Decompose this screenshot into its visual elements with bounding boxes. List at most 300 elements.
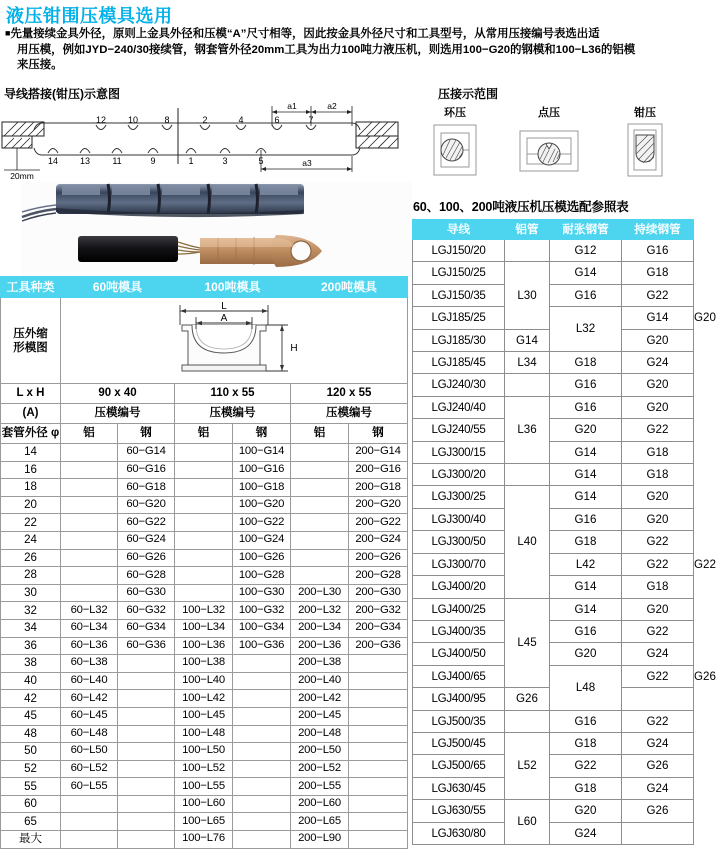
cell-100t-steel: 100−G28 [233,567,291,585]
cell-60t-steel [118,760,175,778]
point-crimp-icon [506,123,592,177]
cell-60t-aluminium [61,813,118,831]
top-mark-4: 4 [238,115,244,125]
bottom-mark-2: 11 [112,156,122,166]
cell-100t-steel [233,813,291,831]
cell-sleeve-diameter: 34 [1,619,61,637]
die-profile-label [1,298,61,384]
col-header-100t: 100吨模具 [175,277,291,298]
cell-60t-aluminium [61,795,118,813]
right-table-title: 60、100、200吨液压机压模选配参照表 [413,200,629,214]
bullet-icon: ■ [5,28,11,38]
cell-wire: LGJ500/65 [413,755,505,777]
cell-al-tube [505,710,550,732]
table-row [1,584,408,602]
cell-60t-steel [118,672,175,690]
cell-sleeve-diameter: 45 [1,707,61,725]
die-profile-drawing-cell [61,298,408,384]
cell-100t-steel: 100−G30 [233,584,291,602]
cell-60t-aluminium [61,531,118,549]
page-title: 液压钳围压模具选用 [6,6,173,26]
cell-tension-steel: G14 [550,464,622,486]
cell-continuous-steel: G20 [622,598,694,620]
table-row [413,531,694,553]
cell-60t-steel: 60−G20 [118,496,175,514]
table-row [413,732,694,754]
cell-100t-aluminium [175,479,233,497]
cell-al-tube [505,374,550,396]
table-row [1,444,408,462]
cell-continuous-steel: G24 [622,732,694,754]
cell-200t-steel: 200−G16 [349,461,408,479]
cell-200t-aluminium: 200−L50 [291,743,349,761]
cell-60t-aluminium: 60−L42 [61,690,118,708]
cell-sleeve-diameter: 55 [1,778,61,796]
cell-wire: LGJ300/40 [413,508,505,530]
intro-text-2: 用压模，例如JYD−240/30接续管，钢套管外径20mm工具为出力100吨力液压机，则选用100−G20的钢模和100−L36的铝模 [17,43,636,56]
cell-continuous-steel: G22 [622,620,694,642]
sub-100t-al: 铝 [175,424,233,444]
top-mark-1: 10 [127,115,139,125]
top-mark-6: 7 [308,115,314,125]
col-header-cont: 持续钢管 [622,220,694,240]
table-row [413,284,694,306]
cell-200t-aluminium: 200−L45 [291,707,349,725]
table-row [1,602,408,620]
table-row [1,496,408,514]
cell-continuous-steel: G20 [622,329,694,351]
cell-100t-aluminium [175,444,233,462]
cell-100t-aluminium [175,584,233,602]
ring-crimp-icon [412,123,498,177]
cell-wire: LGJ240/30 [413,374,505,396]
table-row [413,576,694,598]
table-row [413,598,694,620]
cell-sleeve-diameter: 最大 [1,831,61,849]
cell-100t-steel: 100−G22 [233,514,291,532]
cell-100t-aluminium: 100−L42 [175,690,233,708]
cell-100t-aluminium: 100−L76 [175,831,233,849]
bottom-mark-4: 1 [188,156,194,166]
cell-sleeve-diameter: 16 [1,461,61,479]
cell-60t-aluminium: 60−L50 [61,743,118,761]
cell-100t-steel [233,707,291,725]
cell-tension-steel: G14 [550,262,622,284]
material-subheader-row [1,424,408,444]
cell-continuous-steel: G20 [622,486,694,508]
cell-sleeve-diameter: 20 [1,496,61,514]
table-row [413,710,694,732]
top-mark-3: 2 [202,115,208,125]
cell-200t-steel [349,760,408,778]
table-row [413,374,694,396]
crimp-type-ring-label: 环压 [444,107,466,119]
cell-60t-aluminium: 60−L48 [61,725,118,743]
cell-100t-aluminium: 100−L60 [175,795,233,813]
dim-H-label: H [289,342,298,354]
cell-100t-steel: 100−G32 [233,602,291,620]
col-header-wire: 导线 [413,220,505,240]
cell-100t-steel: 100−G16 [233,461,291,479]
code-label-100t: 压模编号 [175,404,291,424]
top-mark-2: 8 [164,115,170,125]
cell-200t-steel: 200−G28 [349,567,408,585]
cell-60t-aluminium: 60−L34 [61,619,118,637]
cell-sleeve-diameter: 18 [1,479,61,497]
a-label: (A) [1,404,61,424]
cell-100t-steel: 100−G26 [233,549,291,567]
table-row [1,831,408,849]
cell-60t-steel: 60−G34 [118,619,175,637]
cell-60t-steel: 60−G14 [118,444,175,462]
cell-tension-steel: G16 [550,508,622,530]
cell-200t-steel [349,795,408,813]
cell-60t-aluminium: 60−L40 [61,672,118,690]
cell-200t-steel: 200−G36 [349,637,408,655]
cell-tension-steel: G16 [550,284,622,306]
cell-wire: LGJ400/50 [413,643,505,665]
cell-60t-aluminium [61,831,118,849]
cell-100t-steel [233,795,291,813]
clamp-crimp-icon [602,123,688,177]
cell-60t-aluminium [61,567,118,585]
cell-sleeve-diameter: 28 [1,567,61,585]
cell-100t-aluminium [175,567,233,585]
col-header-tool-type: 工具种类 [1,277,61,298]
code-label-60t: 压模编号 [61,404,175,424]
die-selection-reference-table [412,219,716,845]
dia-label: 套管外径 φ [1,424,61,444]
die-number-table [0,276,408,849]
cell-al-tube: L60 [505,800,550,845]
intro-line-1 [5,26,691,43]
cell-60t-aluminium [61,479,118,497]
cell-continuous-steel: G18 [622,464,694,486]
cell-100t-aluminium: 100−L52 [175,760,233,778]
cell-200t-aluminium: 200−L34 [291,619,349,637]
cell-100t-aluminium: 100−L65 [175,813,233,831]
cell-continuous-steel: G22 [622,284,694,306]
crimped-conductor-and-lug-photo [22,182,412,278]
intro-paragraph [5,26,691,74]
right-table-header-row [413,220,694,240]
cell-200t-aluminium: 200−L90 [291,831,349,849]
dim-20mm-label: 20mm [10,171,34,181]
cell-wire: LGJ240/55 [413,419,505,441]
lxh-100t: 110 x 55 [175,384,291,404]
intro-text-3: 来压接。 [17,59,63,72]
cell-tension-steel: G14 [622,307,694,329]
table-row [1,479,408,497]
die-profile-row [1,298,408,384]
cell-60t-aluminium: 60−L32 [61,602,118,620]
cell-continuous-steel: G16 [622,240,694,262]
cell-100t-aluminium: 100−L32 [175,602,233,620]
crimp-type-point [506,104,592,177]
cell-200t-aluminium: 200−L42 [291,690,349,708]
top-crimp-marks [96,125,316,130]
cell-60t-aluminium [61,444,118,462]
cell-continuous-steel [622,822,694,844]
cell-tension-steel: G18 [550,777,622,799]
cell-sleeve-diameter: 52 [1,760,61,778]
sub-60t-al: 铝 [61,424,118,444]
cell-60t-steel: 60−G26 [118,549,175,567]
cell-sleeve-diameter: 30 [1,584,61,602]
cell-60t-steel: 60−G30 [118,584,175,602]
cell-200t-steel [349,831,408,849]
col-header-60t: 60吨模具 [61,277,175,298]
cell-al-tube: L34 [505,352,550,374]
bottom-mark-0: 14 [47,156,59,166]
cell-200t-aluminium: 200−L55 [291,778,349,796]
bottom-mark-6: 5 [258,156,264,166]
cell-100t-aluminium: 100−L55 [175,778,233,796]
cell-sleeve-diameter: 14 [1,444,61,462]
cell-200t-steel: 200−G18 [349,479,408,497]
table-row [1,655,408,673]
cell-60t-steel: 60−G22 [118,514,175,532]
col-header-200t: 200吨模具 [291,277,408,298]
cell-wire: LGJ400/20 [413,576,505,598]
cell-tension-steel: G22 [622,665,694,687]
cell-wire: LGJ400/95 [413,688,505,710]
dim-a1-label: a1 [287,101,297,111]
table-row [1,514,408,532]
table-row: LGJ185/25 L32 G14 G20 [413,307,694,329]
table-row [413,822,694,844]
sub-100t-st: 钢 [233,424,291,444]
table-row [413,620,694,642]
table-row [413,464,694,486]
right-anchor [356,122,398,148]
cell-100t-steel: 100−G18 [233,479,291,497]
table-row [1,707,408,725]
cell-200t-aluminium: 200−L60 [291,795,349,813]
cell-continuous-steel: G24 [622,352,694,374]
cell-100t-steel [233,725,291,743]
cell-tension-steel: G18 [550,352,622,374]
cell-continuous-steel: G18 [622,441,694,463]
cell-100t-steel [233,672,291,690]
cell-al-tube: L32 [550,307,622,352]
table-row [1,637,408,655]
cell-60t-steel [118,690,175,708]
lxh-60t: 90 x 40 [61,384,175,404]
lxh-row [1,384,408,404]
cell-continuous-steel: G20 [622,396,694,418]
cell-200t-steel [349,672,408,690]
cell-al-tube: L40 [505,486,550,598]
cell-tension-steel: G14 [550,598,622,620]
table-row: LGJ300/70 L42 G22 G22 [413,553,694,575]
table-row [1,567,408,585]
cell-100t-steel [233,831,291,849]
cell-100t-steel [233,760,291,778]
cell-200t-aluminium [291,444,349,462]
cell-60t-steel: 60−G24 [118,531,175,549]
die-profile-drawing [62,299,407,383]
col-header-al-tube: 铝管 [505,220,550,240]
cell-100t-aluminium [175,549,233,567]
cell-continuous-steel: G26 [622,800,694,822]
sub-200t-st: 钢 [349,424,408,444]
cell-60t-aluminium: 60−L38 [61,655,118,673]
table-row [413,419,694,441]
table-row [1,778,408,796]
cell-al-tube: L42 [550,553,622,575]
cell-tension-steel: G20 [550,643,622,665]
cell-60t-aluminium [61,496,118,514]
cell-wire: LGJ185/30 [413,329,505,351]
dim-L-label: L [220,300,227,312]
cell-al-tube [505,464,550,486]
cell-sleeve-diameter: 50 [1,743,61,761]
cell-60t-steel [118,707,175,725]
cell-sleeve-diameter: 42 [1,690,61,708]
cell-60t-aluminium [61,549,118,567]
intro-line-3 [5,58,691,74]
cell-wire: LGJ300/15 [413,441,505,463]
cell-tension-steel: G14 [550,486,622,508]
cell-wire: LGJ400/35 [413,620,505,642]
crimp-type-point-label: 点压 [538,107,560,119]
cell-tension-steel: G20 [550,419,622,441]
cell-tension-steel: G22 [622,553,694,575]
cell-100t-steel: 100−G20 [233,496,291,514]
cell-60t-aluminium [61,584,118,602]
cell-200t-steel: 200−G22 [349,514,408,532]
table-row [1,531,408,549]
cell-60t-steel [118,725,175,743]
cell-60t-steel [118,655,175,673]
intro-line-2 [5,43,691,59]
cell-200t-steel: 200−G34 [349,619,408,637]
cell-sleeve-diameter: 24 [1,531,61,549]
cell-200t-aluminium [291,479,349,497]
cell-tension-steel: G18 [550,531,622,553]
cell-wire: LGJ630/80 [413,822,505,844]
cell-200t-aluminium [291,549,349,567]
code-label-row [1,404,408,424]
splice-diagram [0,100,400,180]
cell-100t-steel [233,655,291,673]
table-row [413,755,694,777]
cell-wire: LGJ300/50 [413,531,505,553]
bottom-crimp-marks [48,149,266,154]
cell-60t-aluminium: 60−L45 [61,707,118,725]
cell-al-tube: L52 [505,732,550,799]
cell-100t-aluminium: 100−L36 [175,637,233,655]
cell-200t-aluminium: 200−L65 [291,813,349,831]
cell-sleeve-diameter: 48 [1,725,61,743]
table-row [1,690,408,708]
left-table-header-row [1,277,408,298]
cell-200t-steel: 200−G30 [349,584,408,602]
cell-al-tube [505,240,550,262]
dim-a3-label: a3 [302,158,312,168]
cell-200t-steel: 200−G24 [349,531,408,549]
cell-wire: LGJ150/25 [413,262,505,284]
cell-sleeve-diameter: 22 [1,514,61,532]
table-row [1,549,408,567]
cell-100t-steel: 100−G34 [233,619,291,637]
table-row [413,508,694,530]
cell-200t-steel: 200−G14 [349,444,408,462]
cell-200t-steel [349,813,408,831]
cell-60t-steel: 60−G32 [118,602,175,620]
sub-60t-st: 钢 [118,424,175,444]
table-row [1,619,408,637]
cell-continuous-steel: G18 [622,576,694,598]
cell-60t-aluminium: 60−L52 [61,760,118,778]
cell-200t-steel [349,707,408,725]
cell-200t-aluminium: 200−L36 [291,637,349,655]
table-row [1,795,408,813]
cell-tension-steel: G16 [550,710,622,732]
table-row [1,725,408,743]
cell-tension-steel: G14 [505,329,550,351]
cell-200t-aluminium: 200−L32 [291,602,349,620]
cell-200t-steel [349,655,408,673]
cell-al-tube: L48 [550,665,622,710]
cell-60t-steel: 60−G18 [118,479,175,497]
code-label-200t: 压模编号 [291,404,408,424]
cell-100t-aluminium: 100−L38 [175,655,233,673]
cell-200t-steel [349,743,408,761]
cell-al-tube: L45 [505,598,550,688]
cell-200t-steel [349,778,408,796]
cell-tension-steel: G22 [550,755,622,777]
cell-100t-aluminium: 100−L48 [175,725,233,743]
cell-wire: LGJ400/65 [413,665,505,687]
cell-tension-steel: G14 [550,441,622,463]
cell-200t-aluminium: 200−L30 [291,584,349,602]
top-mark-5: 6 [274,115,280,125]
table-row [413,643,694,665]
cell-sleeve-diameter: 26 [1,549,61,567]
splice-diagram-caption: 导线搭接(钳压)示意图 [4,87,120,101]
cell-wire: LGJ185/45 [413,352,505,374]
cell-tension-steel: G16 [550,620,622,642]
col-header-tension: 耐张钢管 [550,220,622,240]
cell-200t-steel: 200−G32 [349,602,408,620]
cell-100t-aluminium: 100−L50 [175,743,233,761]
bottom-mark-5: 3 [222,156,228,166]
cell-60t-steel [118,795,175,813]
cell-continuous-steel: G22 [622,531,694,553]
dim-H [266,325,288,371]
table-row [413,486,694,508]
cell-100t-aluminium [175,514,233,532]
cell-100t-aluminium [175,531,233,549]
cell-wire: LGJ185/25 [413,307,505,329]
cell-al-tube: L36 [505,396,550,463]
die-profile-label-line1: 压外缩 [13,327,48,340]
cell-continuous-steel: G20 [622,374,694,396]
cell-200t-aluminium [291,531,349,549]
crimp-range-caption: 压接示范围 [438,87,499,101]
crimp-type-ring [412,104,498,177]
table-row [413,777,694,799]
cell-wire: LGJ400/25 [413,598,505,620]
cell-60t-steel: 60−G28 [118,567,175,585]
cell-200t-steel [349,725,408,743]
table-row [1,760,408,778]
cell-100t-aluminium: 100−L45 [175,707,233,725]
cell-continuous-steel: G22 [622,419,694,441]
cell-100t-aluminium [175,496,233,514]
